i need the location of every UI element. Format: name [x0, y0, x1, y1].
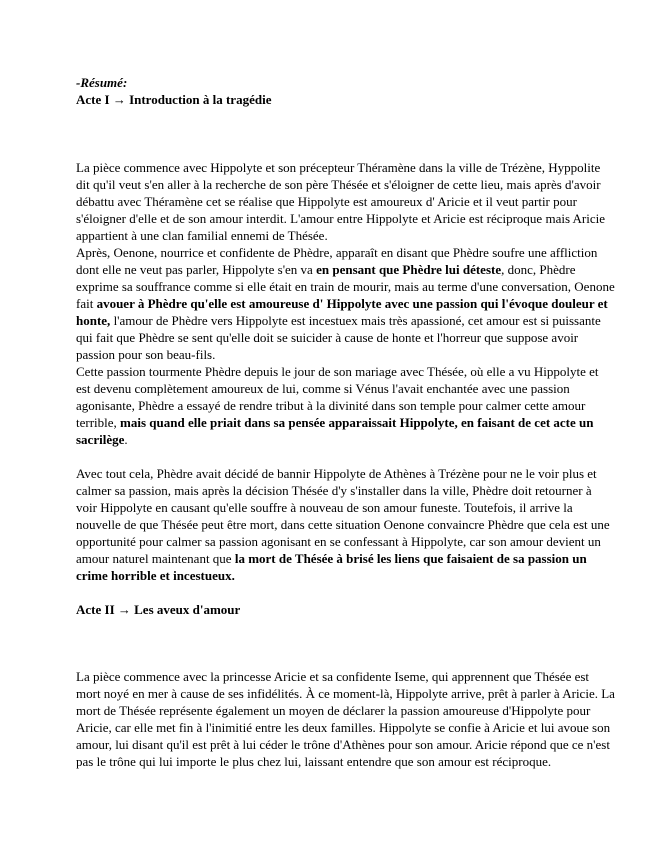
- text-run: Après, Oenone, nourrice et confidente de Phèdre, apparaît en disant que Phèdre soufre une affliction dont elle ne veut pas parler, Hippolyte s'en va: [76, 245, 598, 277]
- acte1-paragraph-1: La pièce commence avec Hippolyte et son précepteur Théramène dans la ville de Trézène, Hyppolite dit qu'il veut s'en aller à la recherche de son père Thésée et s'éloigner de cette lieu, mais après d'avoir débattu avec Théramène cet se réalise que Hippolyte est amoureux d' Aricie et il veut partir pour s'éloigner d'elle et de son amour interdit. L'amour entre Hippolyte et Aricie est réciproque mais Aricie appartient à une clan familial ennemi de Thésée.: [76, 160, 606, 243]
- bold-run: en pensant que Phèdre lui déteste: [316, 262, 502, 277]
- spacer: [76, 584, 615, 601]
- acte1-title: Acte I → Introduction à la tragédie: [76, 92, 272, 107]
- acte1-paragraph-4: [76, 465, 615, 584]
- text-run: Avec tout cela, Phèdre avait décidé de bannir Hippolyte de Athènes à Trézène pour ne le voir plus et calmer sa passion, mais après la décision Thésée d'y s'installer dans la ville, Phèdre doit retourner à voir Hippolyte en causant qu'elle souffre à nouveau de son amour funeste. Toutefois, il arrive la nouvelle de que Thésée peut être mort, dans cette situation Oenone convaincre Phèdre que cela est une opportunité pour calmer sa passion agonisant en se confessant à Hippolyte, car son amour devient un amour naturel maintenant que: [76, 466, 610, 566]
- acte1-paragraph-3: [76, 363, 615, 448]
- acte1-paragraph-2: [76, 244, 615, 363]
- spacer: [76, 618, 615, 668]
- spacer: [76, 108, 615, 159]
- acte2-paragraph-1: La pièce commence avec la princesse Aricie et sa confidente Iseme, qui apprennent que Thésée est mort noyé en mer à cause de ses infidélités. À ce moment-là, Hippolyte arrive, prêt à parler à Aricie. La mort de Thésée représente également un moyen de déclarer la passion amoureuse d'Hippolyte pour Aricie, car elle met fin à l'inimitié entre les deux familles. Hippolyte se confie à Aricie et lui avoue son amour, lui disant qu'il est prêt à lui céder le trône d'Athènes pour son amour. Aricie répond que ce n'est pas le trône qui lui importe le plus chez lui, laissant entendre que son amour est réciproque.: [76, 669, 615, 769]
- text-run: l'amour de Phèdre vers Hippolyte est incestuex mais très apassioné, cet amour est si puissante qui fait que Phèdre se sent qu'elle doit se suicider à cause de honte et l'horreur que suppose avoir passion pour son beau-fils.: [76, 313, 601, 362]
- acte2-title: Acte II → Les aveux d'amour: [76, 602, 241, 617]
- spacer: [76, 448, 615, 465]
- bold-run: mais quand elle priait dans sa pensée apparaissait Hippolyte, en faisant de cet acte un sacrilège: [76, 415, 594, 447]
- bold-run: la mort de Thésée à brisé les liens que faisaient de sa passion un crime horrible et incestueux.: [76, 551, 587, 583]
- text-run: Cette passion tourmente Phèdre depuis le jour de son mariage avec Thésée, où elle a vu Hippolyte et est devenu complètement amoureux de lui, comme si Vénus l'avait enchantée avec une passion agonisante, Phèdre a essayé de rendre tribut à la divinité dans son temple pour calmer cette amour terrible,: [76, 364, 599, 430]
- text-run: , donc, Phèdre exprime sa souffrance comme si elle était en train de mourir, mais au terme d'une conversation, Oenone fait: [76, 262, 615, 311]
- resume-label: -Résumé:: [76, 75, 128, 90]
- text-run: .: [124, 432, 128, 447]
- bold-run: avouer à Phèdre qu'elle est amoureuse d' Hippolyte avec une passion qui l'évoque douleur et honte,: [76, 296, 608, 328]
